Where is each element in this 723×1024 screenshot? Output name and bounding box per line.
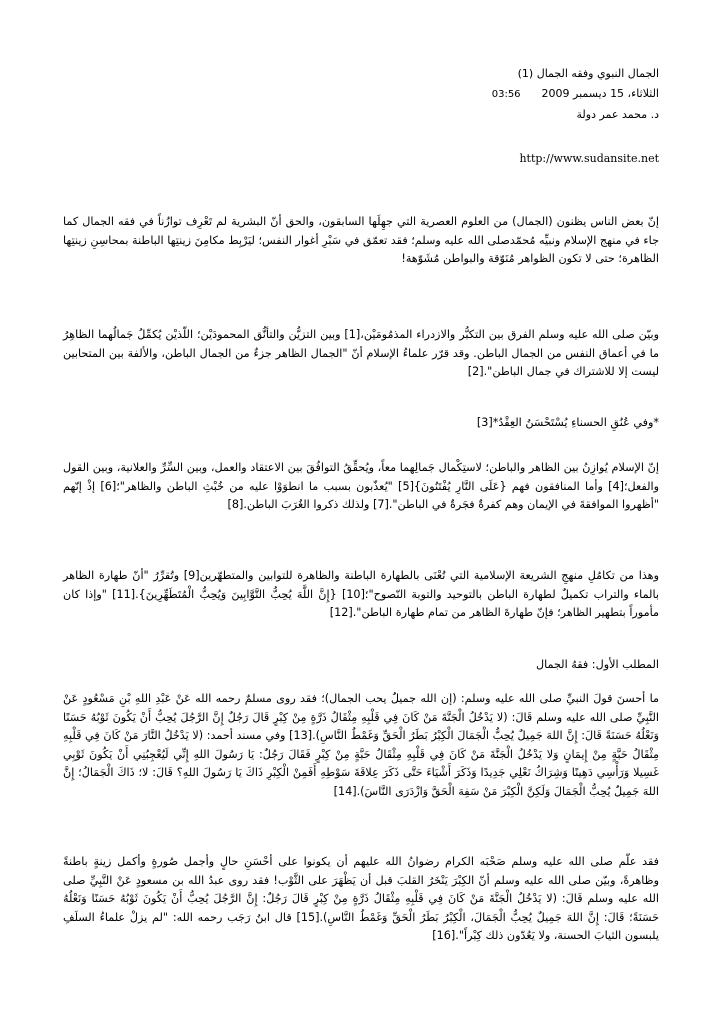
paragraph-purity: وهذا من تكامُلِ منهجِ الشريعة الإسلامية التي تُعْنَى بالطهارة الباطنة والظاهرة للتوابين والمتطهّرين[9] وتُقرِّرُ "أنّ طهارة الظاهر بالماء والتراب تكميلٌ لطهارة الباطن بالتوحيد والتوبة النّصوح"؛[10] {إِنَّ اللَّهَ يُحِبُّ التَّوَّابِينَ وَيُحِبُّ الْمُتَطَهِّرِينَ}.[11] "وإذا كان مأموراً بتطهير الظاهر؛ فإنّ طهارةَ الظاهر من تمام طهارة الباطن".[12] <box>63 569 659 619</box>
date-time: 03:56 <box>491 89 521 100</box>
header-block <box>63 64 659 125</box>
paragraph-companions: فقد علّم صلى الله عليه وسلم صَحْبَه الكرام رضوانُ الله عليهم أن يكونوا على أحْسَنِ حالٍ وأجمل صُورةٍ وأكمل زينةٍ باطنةً وظاهرةً، وبيّن صلى الله عليه وسلم أنّ الكِبْرَ يَنْخَرُ القلبَ قبل أن يَظْهَرَ على الثَّوْب! فقد روى عبدُ الله بن مسعودٍ عَنْ النَّبِيِّ صلى الله عليه وسلم قَالَ: (لا يَدْخُلُ الْجَنَّةَ مَنْ كَانَ فِي قَلْبِهِ مِثْقَالُ ذَرَّةٍ مِنْ كِبْرٍ قَالَ رَجُلٌ: إِنَّ الرَّجُلَ يُحِبُّ أَنْ يَكُونَ ثَوْبُهُ حَسَنًا وَنَعْلُهُ حَسَنَةً؛ قَالَ: إِنَّ اللهَ جَمِيلٌ يُحِبُّ الْجَمَالَ، الْكِبْرُ بَطَرُ الْحَقِّ وَغَمْطُ النَّاسِ).[15] قال ابنُ رَجَب رحمه الله: "لم يزلْ علماءُ السلَفِ يلبسون الثيابَ الحسنة، ولا يَعُدّون ذلك كِبْراً".[16] <box>63 855 659 942</box>
paragraph-beauty-balance: وبيّن صلى الله عليه وسلم الفرق بين التكبُّر والازدراء المذمُومَيْن،[1] وبين التزيُّن والتأنُّق المحمودَيْن؛ اللّذيْن يُكمِّلُ جَمالُهما الظاهِرُ ما في أعماق النفس من الجمال الباطن. وقد قرّر علماءُ الإسلام أنّ "الجمال الظاهر جزءٌ من الجمال الباطن، والألفة بين المتحابين ليست إلا للاشتراك في جمال الباطن".[2] <box>63 328 659 378</box>
paragraph-intro: إنّ بعض الناس يظنون (الجمال) من العلوم العصرية التي جهِلَها السابقون، والحق أنّ البشرية لم تَعْرِف توازُناً في فقه الجمال كما جاء في منهج الإسلام ونبيِّه مُحمّدصلى الله عليه وسلم؛ فقد تعمّق في سَبْرِ أغوار النفس؛ ليَرْبِط مكامِنَ زينتِها الباطنة بمحاسِنِ زينتِها الظاهرة؛ حتى لا تكون الظواهر مُنَوّقة والبواطن مُشَوّهة! <box>63 215 659 265</box>
verse-line: *وفي عُنُقِ الحسناءِ يُسْتَحْسَنُ العِقْدُ*[3] <box>476 416 659 429</box>
source-url-row <box>63 150 659 169</box>
source-url[interactable]: http://www.sudansite.net <box>519 152 659 165</box>
author: د. محمد عمر دولة <box>576 108 659 121</box>
section-heading: المطلب الأول: فقهُ الجمال <box>535 658 659 671</box>
post-date <box>63 84 659 105</box>
paragraph-hadith: ما أحسنَ قولَ النبيِّ صلى الله عليه وسلم: (إن الله جميلٌ يحب الجمال)؛ فقد روى مسلمٌ رحمه الله عَنْ عَبْدِ اللهِ بْنِ مَسْعُودٍ عَنْ النَّبِيِّ صلى الله عليه وسلم قَالَ: (لا يَدْخُلُ الْجَنَّةَ مَنْ كَانَ فِي قَلْبِهِ مِثْقَالُ ذَرَّةٍ مِنْ كِبْرٍ قَالَ رَجُلٌ إِنَّ الرَّجُلَ يُحِبُّ أَنْ يَكُونَ ثَوْبُهُ حَسَنًا وَنَعْلُهُ حَسَنَةً قَالَ: إِنَّ اللهَ جَمِيلٌ يُحِبُّ الْجَمَالَ الْكِبْرُ بَطَرُ الْحَقِّ وَغَمْطُ النَّاسِ).[13] وفي مسند أحمد: (لا يَدْخُلُ النَّارَ مَنْ كَانَ فِي قَلْبِهِ مِثْقَالُ حَبَّةٍ مِنْ إِيمَانٍ وَلا يَدْخُلُ الْجَنَّةَ مَنْ كَانَ فِي قَلْبِهِ مِثْقَالُ حَبَّةٍ مِنْ كِبْرٍ فَقَالَ رَجُلٌ: يَا رَسُولَ اللهِ إِنِّي لَيُعْجِبُنِي أَنْ يَكُونَ ثَوْبِي غَسِيلا وَرَأْسِي دَهِينًا وَشِرَاكُ نَعْلِي جَدِيدًا وَذَكَرَ أَشْيَاءَ حَتَّى ذَكَرَ عِلاقَةَ سَوْطِهِ أَفَمِنْ الْكِبْرِ ذَاكَ يَا رَسُولَ اللهِ؟ قَالَ: لا؛ ذَاكَ الْجَمَالُ؛ إِنَّ اللهَ جَمِيلٌ يُحِبُّ الْجَمَالَ وَلَكِنَّ الْكِبْرَ مَنْ سَفِهَ الْحَقَّ وَازْدَرَى النَّاسَ).[14] <box>63 692 659 798</box>
date-day: الثلاثاء، 15 ديسمبر 2009 <box>541 87 659 100</box>
page-title: الجمال النبوي وفقه الجمال (1) <box>517 67 659 80</box>
paragraph-inner-outer: إنّ الإسلام يُوازِنُ بين الظاهر والباطن؛ لاستِكْمال جَمالِهما معاً، ويُحقِّقُ التوافُقَ بين الاعتقاد والعمل، وبين السِّرِّ والعلانية، وبين القول والفعل؛[4] وأما المنافقون فهم {عَلَى النَّارِ يُفْتَنُونَ}[5] "يُعذّبون بسبب ما انطوَوْا عليه من خُبْثِ الباطن والظاهر"؛[6] إذْ إنّهم "أظهروا الموافقةَ في الإيمان وهم كفرةٌ فجَرةٌ في الباطن".[7] ولذلك ذكروا الغُرَبَ الباطن.[8] <box>63 461 659 511</box>
